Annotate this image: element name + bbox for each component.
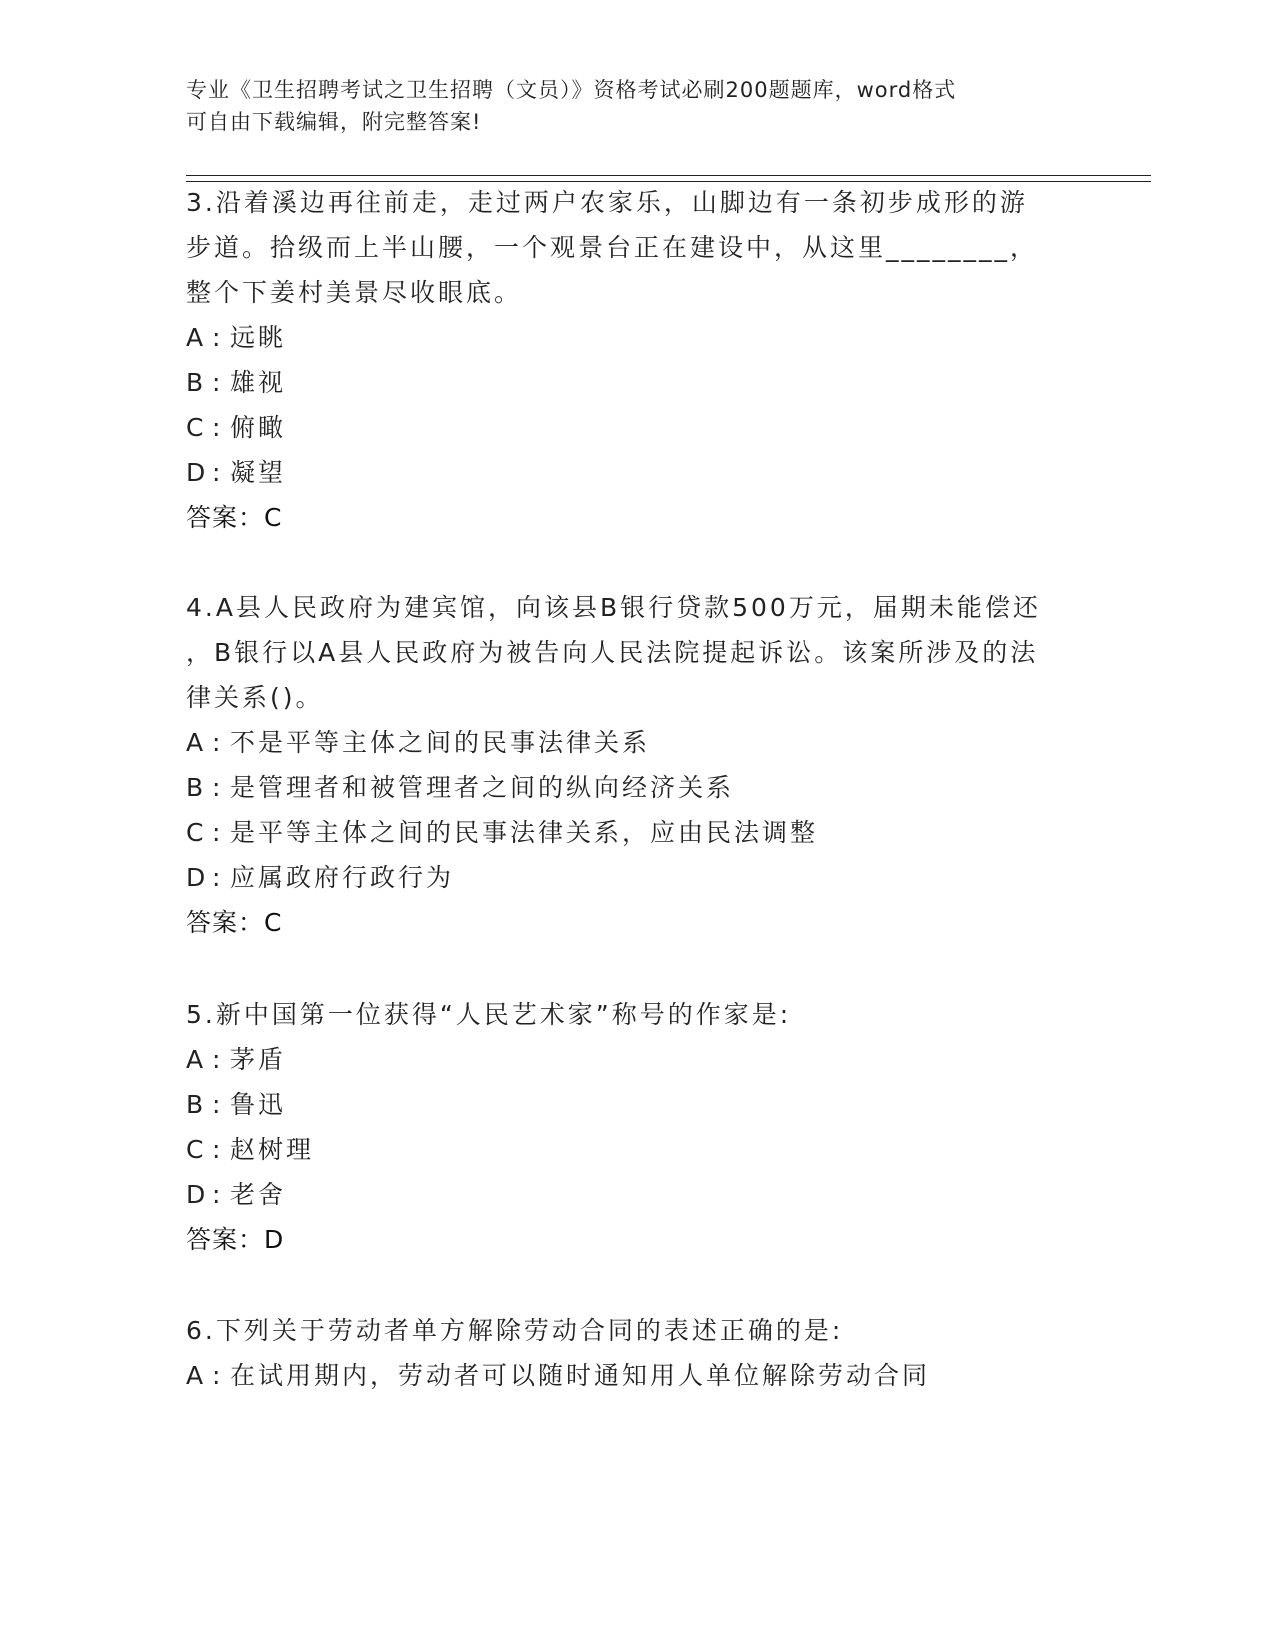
header-line-2: 可自由下载编辑，附完整答案! <box>186 110 482 134</box>
option-a <box>186 720 1086 765</box>
option-text: 是平等主体之间的民事法律关系，应由民法调整 <box>230 818 819 847</box>
option-letter: A <box>186 1045 207 1074</box>
option-letter: C <box>186 413 207 442</box>
option-letter: D <box>186 458 209 487</box>
option-text: 在试用期内，劳动者可以随时通知用人单位解除劳动合同 <box>230 1361 931 1390</box>
option-colon: : <box>212 863 224 892</box>
option-colon: : <box>212 458 224 487</box>
stem-line: 律关系()。 <box>186 683 324 712</box>
option-text: 是管理者和被管理者之间的纵向经济关系 <box>230 773 735 802</box>
question-5 <box>186 992 1086 1262</box>
option-colon: : <box>212 368 224 397</box>
option-text: 鲁迅 <box>230 1090 287 1119</box>
question-6 <box>186 1308 1086 1398</box>
option-colon: : <box>212 773 224 802</box>
option-colon: : <box>212 1045 224 1074</box>
question-4 <box>186 585 1086 945</box>
stem-line: 整个下姜村美景尽收眼底。 <box>186 278 523 307</box>
option-letter: B <box>186 368 207 397</box>
option-letter: D <box>186 1180 209 1209</box>
question-stem <box>186 1308 1086 1353</box>
option-c <box>186 810 1086 855</box>
document-header <box>186 74 1066 138</box>
option-letter: A <box>186 1361 207 1390</box>
option-colon: : <box>212 1361 224 1390</box>
stem-line: 4.A县人民政府为建宾馆，向该县B银行贷款500万元，届期未能偿还 <box>186 593 1041 622</box>
option-c <box>186 1127 1086 1172</box>
question-stem <box>186 585 1086 720</box>
option-letter: C <box>186 818 207 847</box>
option-text: 雄视 <box>230 368 287 397</box>
option-b <box>186 360 1086 405</box>
option-text: 俯瞰 <box>230 413 287 442</box>
option-text: 茅盾 <box>230 1045 287 1074</box>
option-colon: : <box>212 413 224 442</box>
option-list <box>186 1353 1086 1398</box>
option-colon: : <box>212 1090 224 1119</box>
option-text: 赵树理 <box>230 1135 315 1164</box>
answer-line: 答案：D <box>186 1225 285 1254</box>
option-b <box>186 1082 1086 1127</box>
option-text: 应属政府行政行为 <box>230 863 455 892</box>
option-d <box>186 1172 1086 1217</box>
question-stem <box>186 992 1086 1037</box>
option-letter: C <box>186 1135 207 1164</box>
stem-line: 3.沿着溪边再往前走，走过两户农家乐，山脚边有一条初步成形的游 <box>186 188 1028 217</box>
option-colon: : <box>212 323 224 352</box>
option-letter: B <box>186 1090 207 1119</box>
option-colon: : <box>212 728 224 757</box>
stem-line: 步道。拾级而上半山腰，一个观景台正在建设中，从这里________， <box>186 233 1039 262</box>
option-list <box>186 315 1086 495</box>
option-colon: : <box>212 818 224 847</box>
question-3 <box>186 180 1086 540</box>
option-letter: D <box>186 863 209 892</box>
header-line-1: 专业《卫生招聘考试之卫生招聘（文员）》资格考试必刷200题题库，word格式 <box>186 78 957 102</box>
question-stem <box>186 180 1086 315</box>
option-letter: A <box>186 323 207 352</box>
option-list <box>186 720 1086 900</box>
option-text: 不是平等主体之间的民事法律关系 <box>230 728 651 757</box>
option-a <box>186 1353 1086 1398</box>
option-b <box>186 765 1086 810</box>
option-text: 远眺 <box>230 323 287 352</box>
stem-line: 5.新中国第一位获得“人民艺术家”称号的作家是: <box>186 1000 792 1029</box>
option-d <box>186 450 1086 495</box>
option-letter: B <box>186 773 207 802</box>
option-a <box>186 1037 1086 1082</box>
option-text: 老舍 <box>230 1180 287 1209</box>
option-letter: A <box>186 728 207 757</box>
header-divider-top <box>186 175 1151 176</box>
option-colon: : <box>212 1180 224 1209</box>
option-d <box>186 855 1086 900</box>
stem-line: ，B银行以A县人民政府为被告向人民法院提起诉讼。该案所涉及的法 <box>186 638 1039 667</box>
stem-line: 6.下列关于劳动者单方解除劳动合同的表述正确的是: <box>186 1316 844 1345</box>
option-text: 凝望 <box>230 458 287 487</box>
option-a <box>186 315 1086 360</box>
answer-line: 答案：C <box>186 503 283 532</box>
option-list <box>186 1037 1086 1217</box>
option-colon: : <box>212 1135 224 1164</box>
answer-line: 答案：C <box>186 908 283 937</box>
option-c <box>186 405 1086 450</box>
